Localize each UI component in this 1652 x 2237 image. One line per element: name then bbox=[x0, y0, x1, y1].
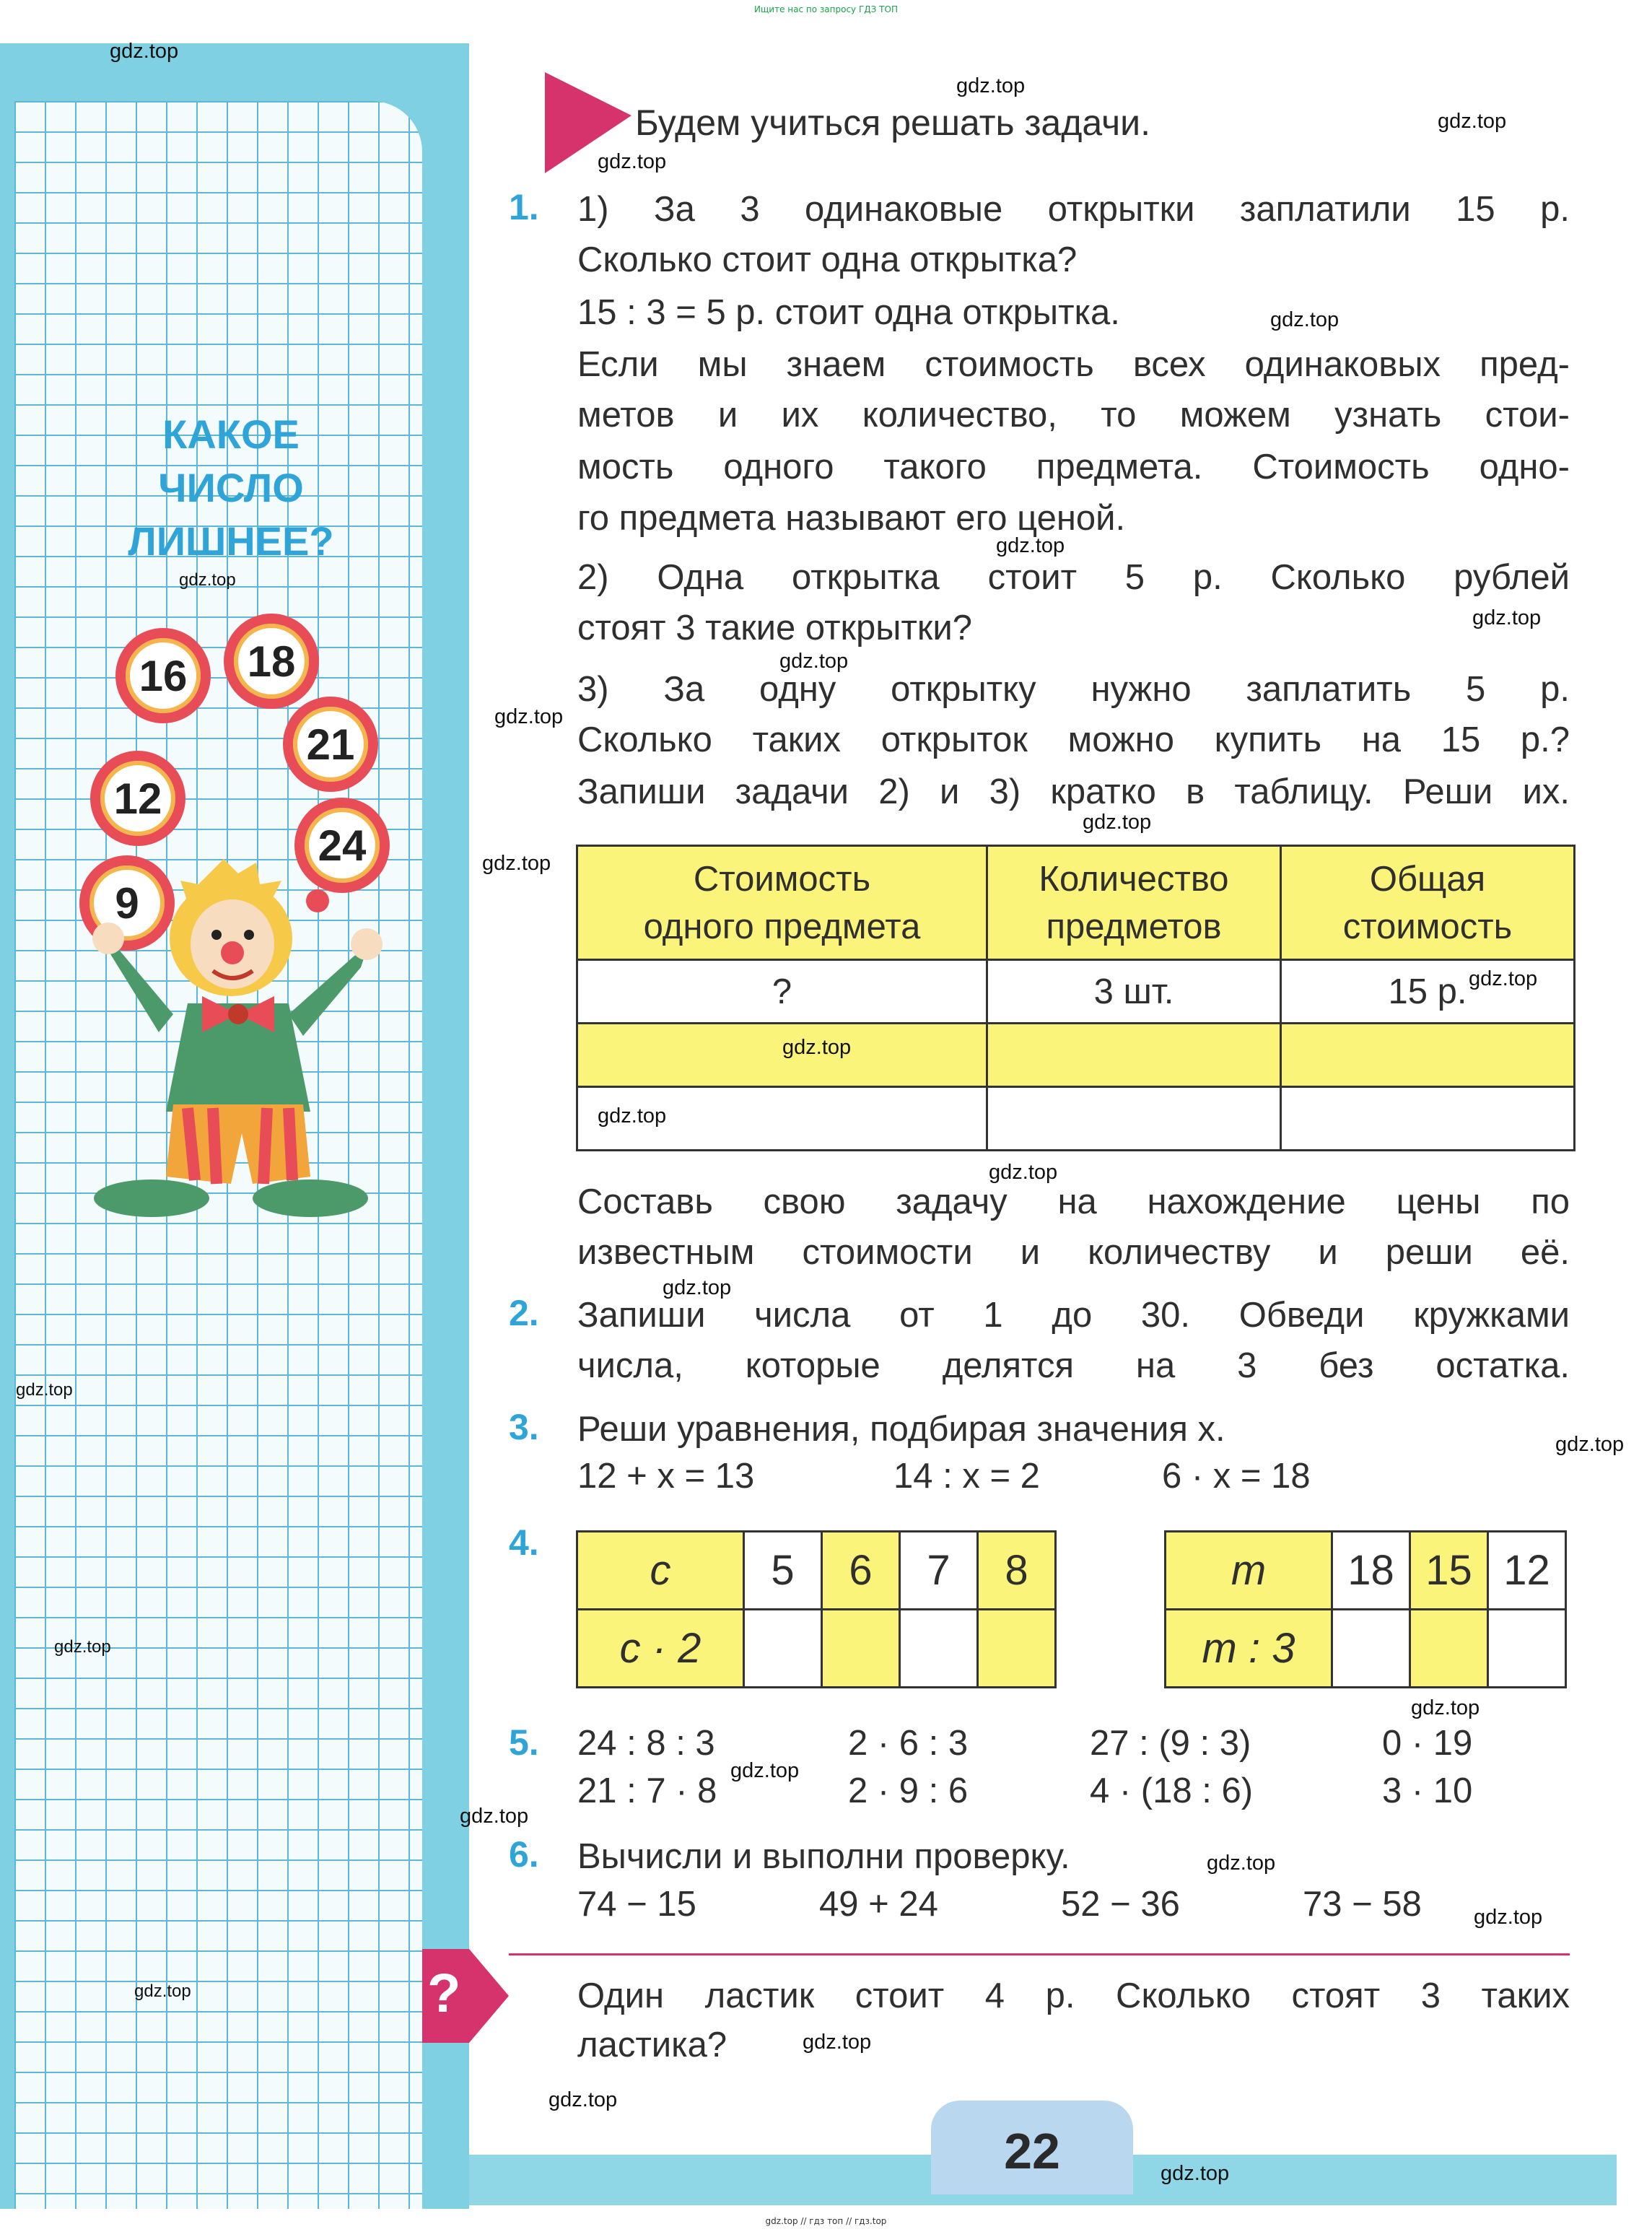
bottom-note: gdz.top // гдз топ // гдз.top bbox=[765, 2216, 887, 2226]
table-cell bbox=[987, 1024, 1281, 1087]
task-1-after-1: Составь свою задачу на нахождение цены по bbox=[577, 1182, 1570, 1221]
task-5-expr: 24 : 8 : 3 bbox=[577, 1724, 715, 1763]
header-cell-quantity: Количество предметов bbox=[987, 846, 1281, 960]
task-1-line-4: Если мы знаем стоимость всех одинаковых пред- bbox=[577, 345, 1570, 384]
task-2-number: 2. bbox=[509, 1293, 539, 1333]
task-6-expr: 74 − 15 bbox=[577, 1885, 696, 1924]
task-3-eq-2: 14 : x = 2 bbox=[893, 1457, 1040, 1496]
task-1-line-6: мость одного такого предмета. Стоимость одно- bbox=[577, 448, 1570, 487]
ball-16: 16 bbox=[115, 628, 211, 723]
watermark: gdz.top bbox=[54, 1637, 111, 1657]
task-5-expr: 3 · 10 bbox=[1382, 1771, 1473, 1810]
table-cell: 18 bbox=[1332, 1532, 1410, 1610]
watermark: gdz.top bbox=[549, 2088, 618, 2111]
task-1-line-10: 3) За одну открытку нужно заплатить 5 р. bbox=[577, 670, 1570, 709]
watermark: gdz.top bbox=[598, 150, 667, 173]
ball-24: 24 bbox=[294, 798, 390, 893]
clown-illustration bbox=[72, 859, 404, 1234]
table-cell bbox=[978, 1610, 1056, 1688]
task-4-right-table bbox=[1164, 1530, 1567, 1688]
watermark: gdz.top bbox=[779, 650, 849, 673]
task-6-expr: 73 − 58 bbox=[1303, 1885, 1422, 1924]
table-cell bbox=[744, 1610, 822, 1688]
watermark: gdz.top bbox=[494, 705, 564, 728]
task-1-after-2: известным стоимости и количеству и реши её. bbox=[577, 1233, 1570, 1272]
watermark: gdz.top bbox=[730, 1759, 800, 1782]
watermark: gdz.top bbox=[598, 1104, 667, 1128]
table-cell: ? bbox=[577, 960, 987, 1024]
table-cell: 15 р. bbox=[1281, 960, 1575, 1024]
task-5-expr: 0 · 19 bbox=[1382, 1724, 1473, 1763]
watermark: gdz.top bbox=[1411, 1696, 1480, 1719]
task-1-line-7: го предмета называют его ценой. bbox=[577, 499, 1126, 538]
table-cell bbox=[1281, 1087, 1575, 1151]
task-1-line-5: метов и их количество, то можем узнать стои- bbox=[577, 396, 1570, 435]
table-cell: 15 bbox=[1410, 1532, 1488, 1610]
table-cell bbox=[1281, 1024, 1575, 1087]
watermark: gdz.top bbox=[663, 1276, 732, 1299]
question-mark: ? bbox=[427, 1963, 461, 2024]
table-cell bbox=[1410, 1610, 1488, 1688]
task-1-line-2: Сколько стоит одна открытка? bbox=[577, 240, 1078, 279]
watermark: gdz.top bbox=[1083, 811, 1152, 834]
task-3-eq-1: 12 + x = 13 bbox=[577, 1457, 755, 1496]
table-cell: 3 шт. bbox=[987, 960, 1281, 1024]
task-6-number: 6. bbox=[509, 1834, 539, 1875]
watermark: gdz.top bbox=[956, 74, 1026, 97]
watermark: gdz.top bbox=[1438, 110, 1507, 133]
task-1-line-12: Запиши задачи 2) и 3) кратко в таблицу. Реши их. bbox=[577, 772, 1570, 811]
table-cell bbox=[1332, 1610, 1410, 1688]
table-row bbox=[577, 1024, 1575, 1087]
question-divider bbox=[509, 1953, 1570, 1955]
header-cell-total: Общая стоимость bbox=[1281, 846, 1575, 960]
m-label-cell: m bbox=[1166, 1532, 1332, 1610]
task-5-expr: 2 · 6 : 3 bbox=[848, 1724, 969, 1763]
m3-label-cell: m : 3 bbox=[1166, 1610, 1332, 1688]
watermark: gdz.top bbox=[782, 1036, 852, 1059]
task-6-expr: 49 + 24 bbox=[819, 1885, 938, 1924]
c2-label-cell: c · 2 bbox=[577, 1610, 744, 1688]
c-label-cell: c bbox=[577, 1532, 744, 1610]
task-1-line-9: стоят 3 такие открытки? bbox=[577, 609, 972, 647]
task-5-expr: 21 : 7 · 8 bbox=[577, 1771, 717, 1810]
task-1-line-11: Сколько таких открыток можно купить на 15 р.? bbox=[577, 720, 1570, 759]
table-cell bbox=[987, 1087, 1281, 1151]
watermark: gdz.top bbox=[460, 1805, 529, 1828]
watermark: gdz.top bbox=[989, 1161, 1058, 1184]
task-3-number: 3. bbox=[509, 1407, 539, 1447]
task-5-expr: 27 : (9 : 3) bbox=[1090, 1724, 1251, 1763]
table-cell: 5 bbox=[744, 1532, 822, 1610]
watermark: gdz.top bbox=[1555, 1433, 1625, 1456]
top-note: Ищите нас по запросу ГДЗ ТОП bbox=[754, 4, 898, 14]
task-6-line: Вычисли и выполни проверку. bbox=[577, 1837, 1070, 1876]
table-cell: 6 bbox=[822, 1532, 900, 1610]
task-4-left-table bbox=[576, 1530, 1057, 1688]
watermark: gdz.top bbox=[16, 1380, 73, 1400]
table-cell: 7 bbox=[900, 1532, 978, 1610]
task-6-expr: 52 − 36 bbox=[1061, 1885, 1180, 1924]
task-3-eq-3: 6 · x = 18 bbox=[1162, 1457, 1311, 1496]
ball-21: 21 bbox=[283, 697, 378, 792]
task-5-expr: 4 · (18 : 6) bbox=[1090, 1771, 1254, 1810]
task-3-line: Реши уравнения, подбирая значения x. bbox=[577, 1410, 1225, 1449]
watermark: gdz.top bbox=[996, 534, 1065, 557]
task-4-number: 4. bbox=[509, 1522, 539, 1563]
table-cell bbox=[1488, 1610, 1566, 1688]
table-cell: 8 bbox=[978, 1532, 1056, 1610]
header-cell-price: Стоимость одного предмета bbox=[577, 846, 987, 960]
task-1-line-3: 15 : 3 = 5 р. стоит одна открытка. bbox=[577, 293, 1120, 332]
task-1-table bbox=[576, 845, 1575, 1151]
watermark: gdz.top bbox=[1474, 1906, 1543, 1929]
section-title: Будем учиться решать задачи. bbox=[635, 103, 1150, 143]
watermark: gdz.top bbox=[1207, 1852, 1276, 1875]
page-number: 22 bbox=[931, 2101, 1133, 2194]
table-cell bbox=[900, 1610, 978, 1688]
watermark: gdz.top bbox=[1161, 2162, 1230, 2185]
watermark: gdz.top bbox=[179, 570, 236, 590]
table-row bbox=[577, 960, 1575, 1024]
task-5-number: 5. bbox=[509, 1722, 539, 1763]
ball-18: 18 bbox=[224, 614, 319, 709]
task-1-line-1: 1) За 3 одинаковые открытки заплатили 15 р. bbox=[577, 190, 1570, 229]
ball-9: 9 bbox=[79, 855, 175, 951]
question-line-1: Один ластик стоит 4 р. Сколько стоят 3 таких bbox=[577, 1976, 1570, 2015]
task-1-number: 1. bbox=[509, 187, 539, 227]
watermark: gdz.top bbox=[482, 852, 551, 875]
task-5-expr: 2 · 9 : 6 bbox=[848, 1771, 969, 1810]
table-cell: 12 bbox=[1488, 1532, 1566, 1610]
watermark: gdz.top bbox=[1472, 606, 1542, 629]
watermark: gdz.top bbox=[134, 1981, 191, 2001]
question-line-2: ластика? bbox=[577, 2025, 727, 2064]
puzzle-title: КАКОЕ ЧИСЛО ЛИШНЕЕ? bbox=[128, 411, 334, 564]
ball-12: 12 bbox=[90, 751, 185, 846]
table-cell bbox=[822, 1610, 900, 1688]
table-row bbox=[577, 1087, 1575, 1151]
watermark: gdz.top bbox=[1270, 308, 1339, 331]
watermark: gdz.top bbox=[1469, 967, 1538, 990]
task-1-line-8: 2) Одна открытка стоит 5 р. Сколько рублей bbox=[577, 558, 1570, 597]
watermark: gdz.top bbox=[110, 40, 179, 63]
task-2-line-2: числа, которые делятся на 3 без остатка. bbox=[577, 1346, 1570, 1385]
watermark: gdz.top bbox=[803, 2031, 872, 2054]
task-2-line-1: Запиши числа от 1 до 30. Обведи кружками bbox=[577, 1296, 1570, 1335]
